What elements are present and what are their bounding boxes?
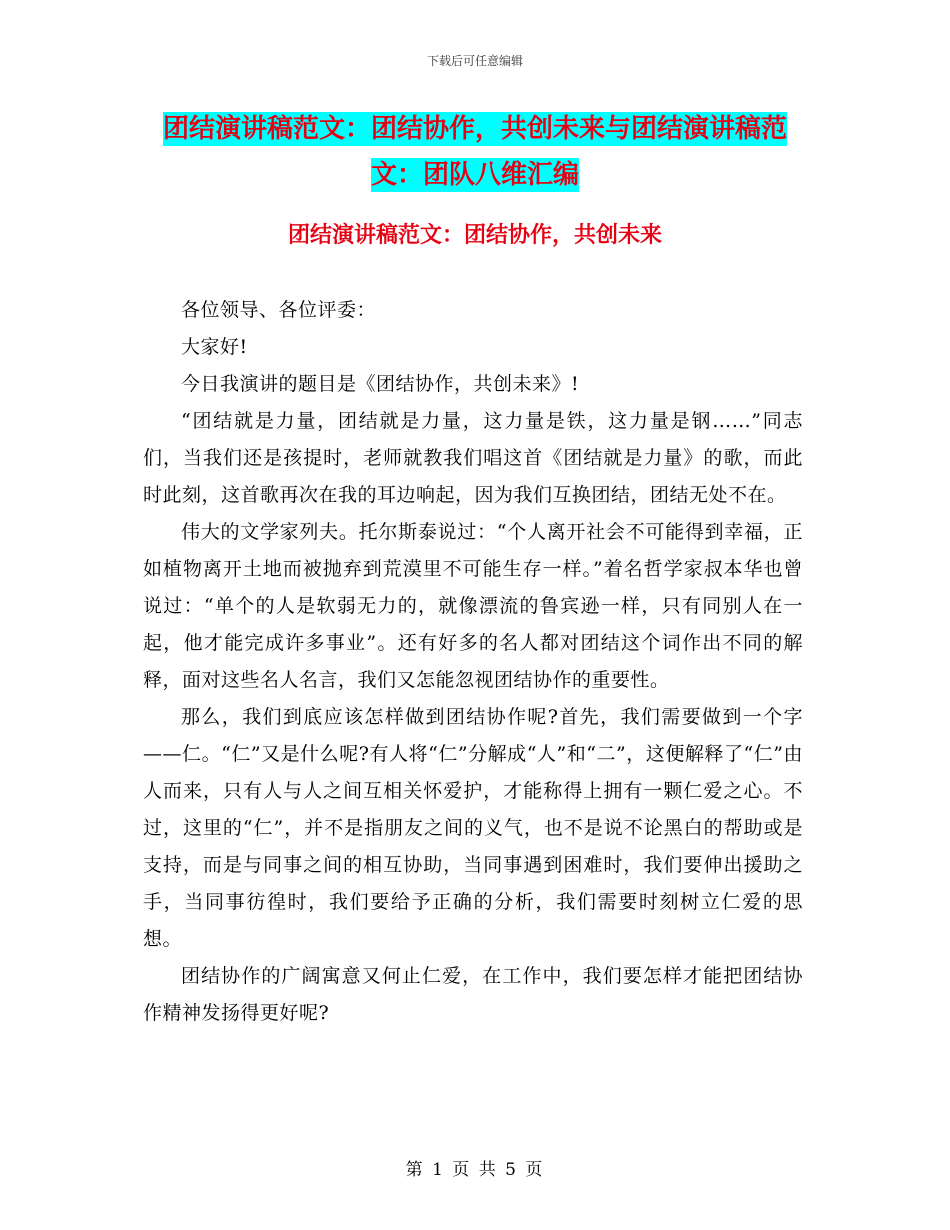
section-title: 团结演讲稿范文：团结协作，共创未来 — [287, 223, 662, 248]
document-title-text: 团结演讲稿范文：团结协作，共创未来与团结演讲稿范文：团队八维汇编 — [162, 114, 787, 190]
page-number: 第 1 页 共 5 页 — [405, 1160, 545, 1180]
paragraph: 各位领导、各位评委： — [181, 299, 377, 321]
paragraph: 那么，我们到底应该怎样做到团结协作呢?首先，我们需要做到一个字——仁。“仁”又是什么呢?有人将“仁”分解成“人”和“二”，这便解释了“仁”由人而来，只有人与人之间互相关怀爱护，才能称得上拥有一颗仁爱之心。不过，这里的“仁”，并不是指朋友之间的义气，也不是说不论黑白的帮助或是支持，而是与同事之间的相互协助，当同事遇到困难时，我们要伸出援助之手，当同事彷徨时，我们要给予正确的分析，我们需要时刻树立仁爱的思想。 — [143, 706, 803, 950]
paragraph: 团结协作的广阔寓意又何止仁爱，在工作中，我们要怎样才能把团结协作精神发扬得更好呢? — [143, 965, 803, 1024]
paragraph: 大家好! — [181, 336, 248, 358]
body-text — [143, 292, 803, 1032]
page-header-note: 下载后可任意编辑 — [426, 54, 523, 68]
paragraph: 今日我演讲的题目是《团结协作，共创未来》! — [181, 373, 580, 395]
document-title — [140, 106, 810, 198]
paragraph: 伟大的文学家列夫。托尔斯泰说过：“个人离开社会不可能得到幸福，正如植物离开土地而被抛弃到荒漠里不可能生存一样。”着名哲学家叔本华也曾说过：“单个的人是软弱无力的，就像漂流的鲁宾逊一样，只有同别人在一起，他才能完成许多事业”。还有好多的名人都对团结这个词作出不同的解释，面对这些名人名言，我们又怎能忽视团结协作的重要性。 — [143, 521, 803, 691]
paragraph: “团结就是力量，团结就是力量，这力量是铁，这力量是钢……”同志们，当我们还是孩提时，老师就教我们唱这首《团结就是力量》的歌，而此时此刻，这首歌再次在我的耳边响起，因为我们互换团结，团结无处不在。 — [143, 410, 803, 506]
